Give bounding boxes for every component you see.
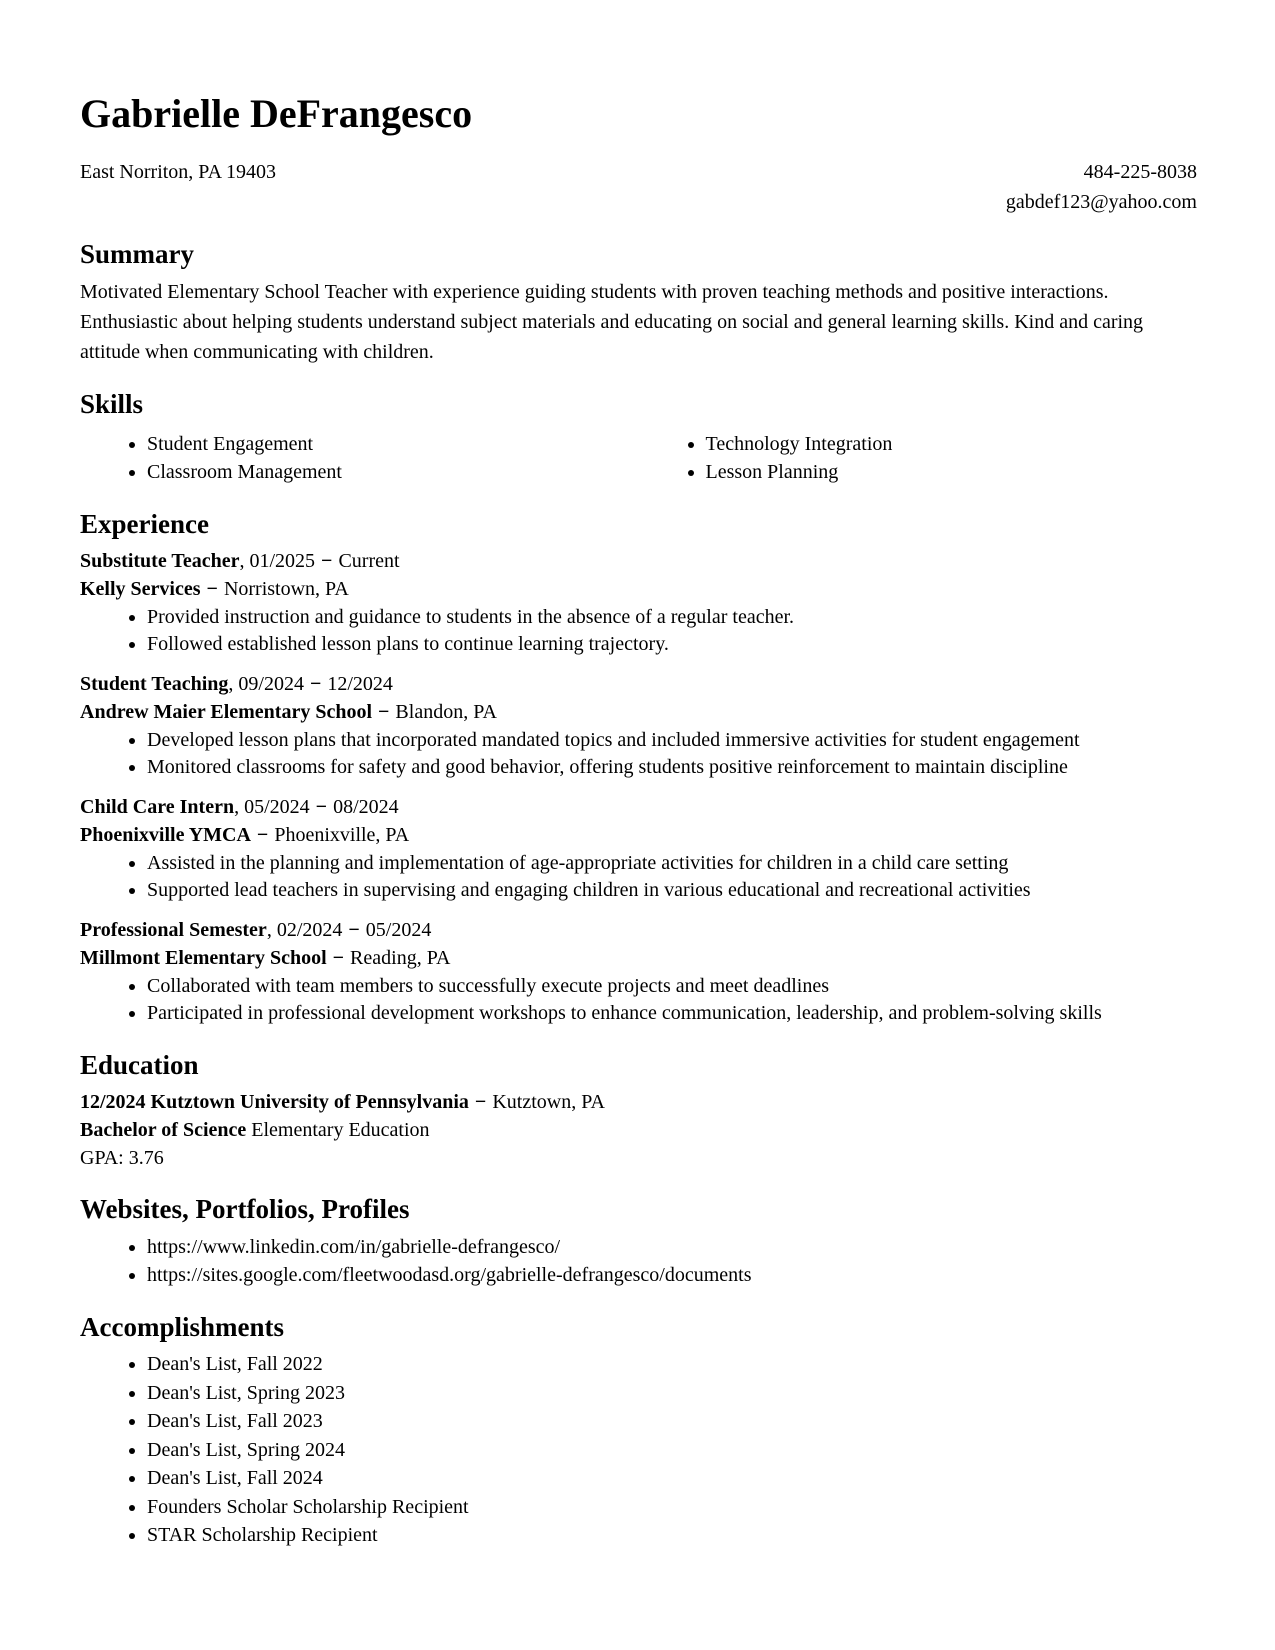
websites-heading: Websites, Portfolios, Profiles bbox=[80, 1194, 410, 1225]
job-bullet: • Provided instruction and guidance to students in the absence of a regular teacher. bbox=[147, 604, 1197, 632]
job-bullets bbox=[80, 727, 1197, 782]
job-bullet: • Monitored classrooms for safety and good behavior, offering students positive reinforcement to maintain discipline bbox=[147, 754, 1197, 782]
job-entry bbox=[80, 547, 1197, 659]
job-title: Professional Semester bbox=[80, 918, 267, 941]
accomplishment-item: • Dean's List, Spring 2024 bbox=[147, 1436, 1197, 1465]
job-bullet: • Participated in professional development workshops to enhance communication, leadership, and problem-solving skills bbox=[147, 1000, 1197, 1028]
skills-heading: Skills bbox=[80, 389, 144, 420]
job-dates: , 01/2025 bbox=[239, 549, 316, 572]
job-dates: , 09/2024 bbox=[228, 672, 304, 695]
dash-separator: − bbox=[321, 549, 333, 572]
job-title-line bbox=[80, 916, 1197, 944]
education-degree: Bachelor of Science bbox=[80, 1119, 247, 1142]
summary-text: Motivated Elementary School Teacher with experience guiding students with proven teaching methods and positive interactions. Enthusiastic about helping students understand subject materials and educating on social and general learning skills. Kind and caring attitude when communicating with children. bbox=[80, 281, 1144, 364]
skills-columns bbox=[80, 428, 1197, 487]
job-title: Child Care Intern bbox=[80, 795, 235, 818]
accomplishment-item: • Dean's List, Fall 2022 bbox=[147, 1350, 1197, 1379]
accomplishment-item: • Dean's List, Spring 2023 bbox=[147, 1379, 1197, 1408]
candidate-location: East Norriton, PA 19403 bbox=[80, 160, 276, 183]
candidate-email: gabdef123@yahoo.com bbox=[1005, 190, 1197, 213]
skills-column-left bbox=[80, 430, 639, 487]
dash-separator: − bbox=[332, 946, 345, 969]
job-dates: , 02/2024 bbox=[266, 918, 343, 941]
dash-separator: − bbox=[206, 577, 218, 600]
job-bullet: • Followed established lesson plans to continue learning trajectory. bbox=[147, 631, 1197, 659]
websites-section bbox=[80, 1193, 1197, 1289]
accomplishments-heading: Accomplishments bbox=[80, 1311, 284, 1342]
dash-separator: − bbox=[309, 672, 322, 695]
job-employer-line bbox=[80, 698, 1197, 726]
job-title: Substitute Teacher bbox=[80, 549, 240, 572]
experience-section bbox=[80, 508, 1197, 1028]
skills-column-right bbox=[639, 430, 1198, 487]
job-date-end: Current bbox=[338, 549, 400, 572]
accomplishments-section bbox=[80, 1311, 1197, 1550]
contact-block bbox=[1006, 157, 1197, 217]
job-bullet: • Supported lead teachers in supervising and engaging children in various educational and recreational activities bbox=[147, 877, 1197, 905]
website-link: • https://www.linkedin.com/in/gabrielle-defrangesco/ bbox=[147, 1233, 1197, 1262]
candidate-phone: 484-225-8038 bbox=[1083, 160, 1197, 183]
education-school-location: Kutztown, PA bbox=[492, 1091, 605, 1114]
job-title-line bbox=[80, 670, 1197, 698]
job-employer: Phoenixville YMCA bbox=[80, 823, 251, 846]
dash-separator: − bbox=[474, 1091, 487, 1114]
job-location: Reading, PA bbox=[350, 946, 451, 969]
job-bullets bbox=[80, 973, 1197, 1028]
dash-separator: − bbox=[348, 918, 360, 941]
website-link: • https://sites.google.com/fleetwoodasd.org/gabrielle-defrangesco/documents bbox=[147, 1261, 1197, 1290]
job-bullets bbox=[80, 850, 1197, 905]
skill-item: • Classroom Management bbox=[147, 458, 639, 487]
job-employer-line bbox=[80, 944, 1197, 972]
accomplishments-list bbox=[80, 1350, 1197, 1550]
website-list bbox=[80, 1233, 1197, 1290]
job-bullet: • Developed lesson plans that incorporated mandated topics and included immersive activities for student engagement bbox=[147, 727, 1197, 755]
job-location: Norristown, PA bbox=[223, 577, 349, 600]
education-section bbox=[80, 1049, 1197, 1172]
candidate-name: Gabrielle DeFrangesco bbox=[80, 91, 473, 136]
contact-row bbox=[80, 157, 1197, 217]
job-date-end: 05/2024 bbox=[365, 918, 432, 941]
summary-section bbox=[80, 238, 1197, 367]
job-dates: , 05/2024 bbox=[234, 795, 310, 818]
job-location: Blandon, PA bbox=[395, 700, 497, 723]
summary-heading: Summary bbox=[80, 238, 194, 269]
education-degree-line bbox=[80, 1116, 1197, 1144]
accomplishment-item: • Founders Scholar Scholarship Recipient bbox=[147, 1493, 1197, 1522]
job-date-end: 08/2024 bbox=[333, 795, 399, 818]
job-title-line bbox=[80, 547, 1197, 575]
job-bullet: • Collaborated with team members to successfully execute projects and meet deadlines bbox=[147, 973, 1197, 1001]
accomplishment-item: • Dean's List, Fall 2024 bbox=[147, 1464, 1197, 1493]
job-date-end: 12/2024 bbox=[327, 672, 393, 695]
accomplishment-item: • Dean's List, Fall 2023 bbox=[147, 1407, 1197, 1436]
accomplishment-item: • STAR Scholarship Recipient bbox=[147, 1521, 1197, 1550]
skill-item: • Technology Integration bbox=[706, 430, 1198, 459]
job-entry bbox=[80, 793, 1197, 905]
experience-heading: Experience bbox=[80, 508, 209, 539]
skill-item: • Lesson Planning bbox=[706, 458, 1198, 487]
job-employer: Kelly Services bbox=[80, 577, 201, 600]
skills-section bbox=[80, 388, 1197, 486]
job-employer-line bbox=[80, 575, 1197, 603]
job-employer-line bbox=[80, 821, 1197, 849]
dash-separator: − bbox=[315, 795, 328, 818]
job-title: Student Teaching bbox=[80, 672, 229, 695]
job-employer: Andrew Maier Elementary School bbox=[80, 700, 373, 723]
job-title-line bbox=[80, 793, 1197, 821]
dash-separator: − bbox=[378, 700, 390, 723]
education-school: 12/2024 Kutztown University of Pennsylvania bbox=[80, 1091, 469, 1114]
skill-item: • Student Engagement bbox=[147, 430, 639, 459]
job-location: Phoenixville, PA bbox=[274, 823, 410, 846]
education-gpa: GPA: 3.76 bbox=[80, 1147, 164, 1170]
job-entry bbox=[80, 670, 1197, 782]
job-bullet: • Assisted in the planning and implementation of age-appropriate activities for children in a child care setting bbox=[147, 850, 1197, 878]
dash-separator: − bbox=[256, 823, 269, 846]
education-field: Elementary Education bbox=[251, 1119, 430, 1142]
job-entry bbox=[80, 916, 1197, 1028]
job-bullets bbox=[80, 604, 1197, 659]
job-employer: Millmont Elementary School bbox=[80, 946, 327, 969]
education-heading: Education bbox=[80, 1049, 199, 1080]
education-school-line bbox=[80, 1088, 1197, 1116]
resume-header bbox=[80, 92, 1197, 217]
